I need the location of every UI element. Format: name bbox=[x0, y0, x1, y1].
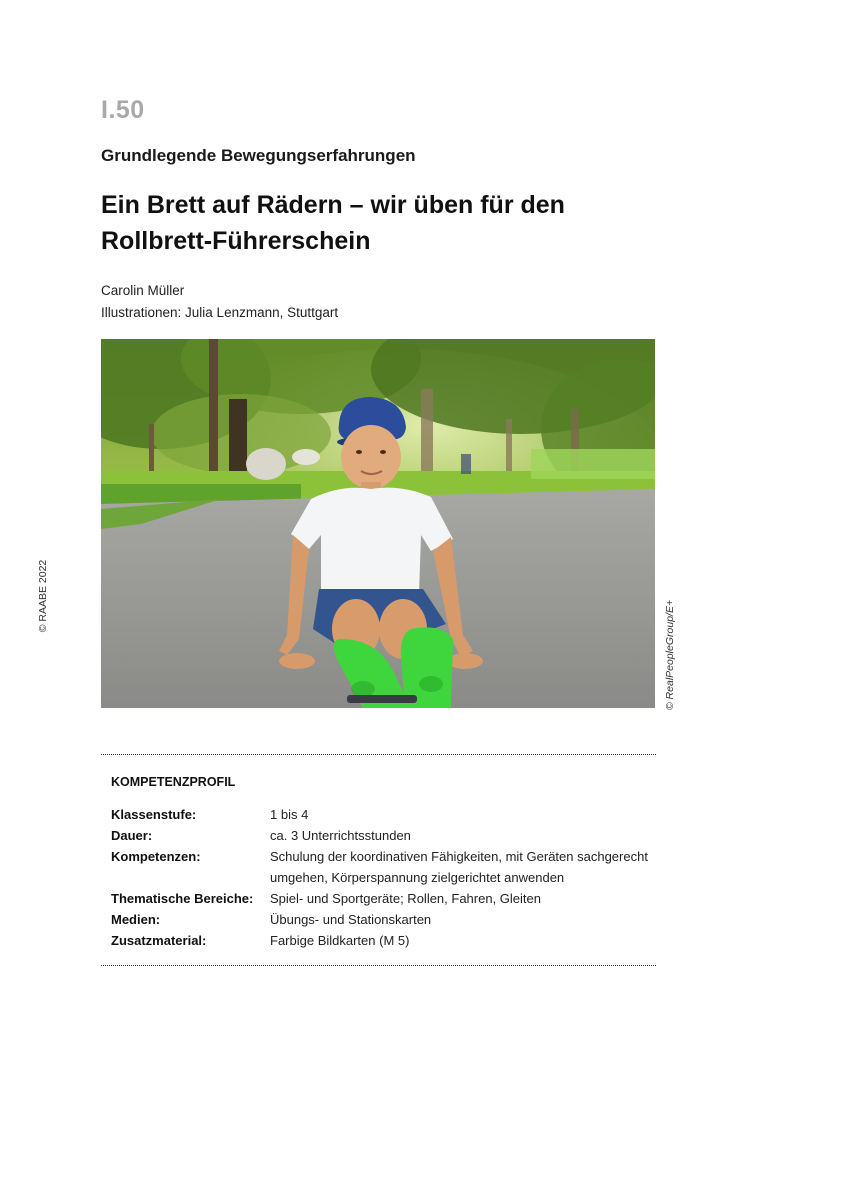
title-line-2: Rollbrett-Führerschein bbox=[101, 227, 371, 255]
profile-value: Schulung der koordinativen Fähigkeiten, mit Geräten sachgerecht umgehen, Körperspannung zielgerichtet anwenden bbox=[270, 849, 648, 885]
page-title bbox=[101, 187, 721, 259]
cover-photo bbox=[101, 339, 655, 708]
profile-label: Zusatzmaterial: bbox=[111, 933, 207, 948]
profile-label: Kompetenzen: bbox=[111, 849, 201, 864]
profile-value: Spiel- und Sportgeräte; Rollen, Fahren, Gleiten bbox=[270, 891, 541, 906]
profile-row bbox=[111, 846, 656, 888]
profile-row bbox=[111, 909, 656, 930]
author-block bbox=[101, 280, 338, 324]
profile-value: 1 bis 4 bbox=[270, 807, 309, 822]
profile-value: ca. 3 Unterrichtsstunden bbox=[270, 828, 411, 843]
profile-label: Klassenstufe: bbox=[111, 807, 197, 822]
competence-profile bbox=[111, 804, 656, 951]
profile-row bbox=[111, 930, 656, 951]
copyright-notice: © RAABE 2022 bbox=[37, 559, 49, 633]
profile-value: Farbige Bildkarten (M 5) bbox=[270, 933, 410, 948]
profile-label: Thematische Bereiche: bbox=[111, 891, 254, 906]
divider-bottom bbox=[101, 965, 656, 966]
profile-row bbox=[111, 825, 656, 846]
photo-credit: © RealPeopleGroup/E+ bbox=[664, 599, 676, 711]
profile-value: Übungs- und Stationskarten bbox=[270, 912, 432, 927]
divider-top bbox=[101, 754, 656, 755]
profile-label: Dauer: bbox=[111, 828, 153, 843]
illustrations-credit: Illustrationen: Julia Lenzmann, Stuttgart bbox=[101, 305, 339, 320]
profile-label: Medien: bbox=[111, 912, 161, 927]
document-code: I.50 bbox=[101, 96, 145, 124]
section-heading: Grundlegende Bewegungserfahrungen bbox=[101, 146, 416, 165]
author-name: Carolin Müller bbox=[101, 283, 185, 298]
profile-heading: KOMPETENZPROFIL bbox=[111, 775, 236, 789]
profile-row bbox=[111, 804, 656, 825]
title-line-1: Ein Brett auf Rädern – wir üben für den bbox=[101, 191, 565, 219]
profile-row bbox=[111, 888, 656, 909]
